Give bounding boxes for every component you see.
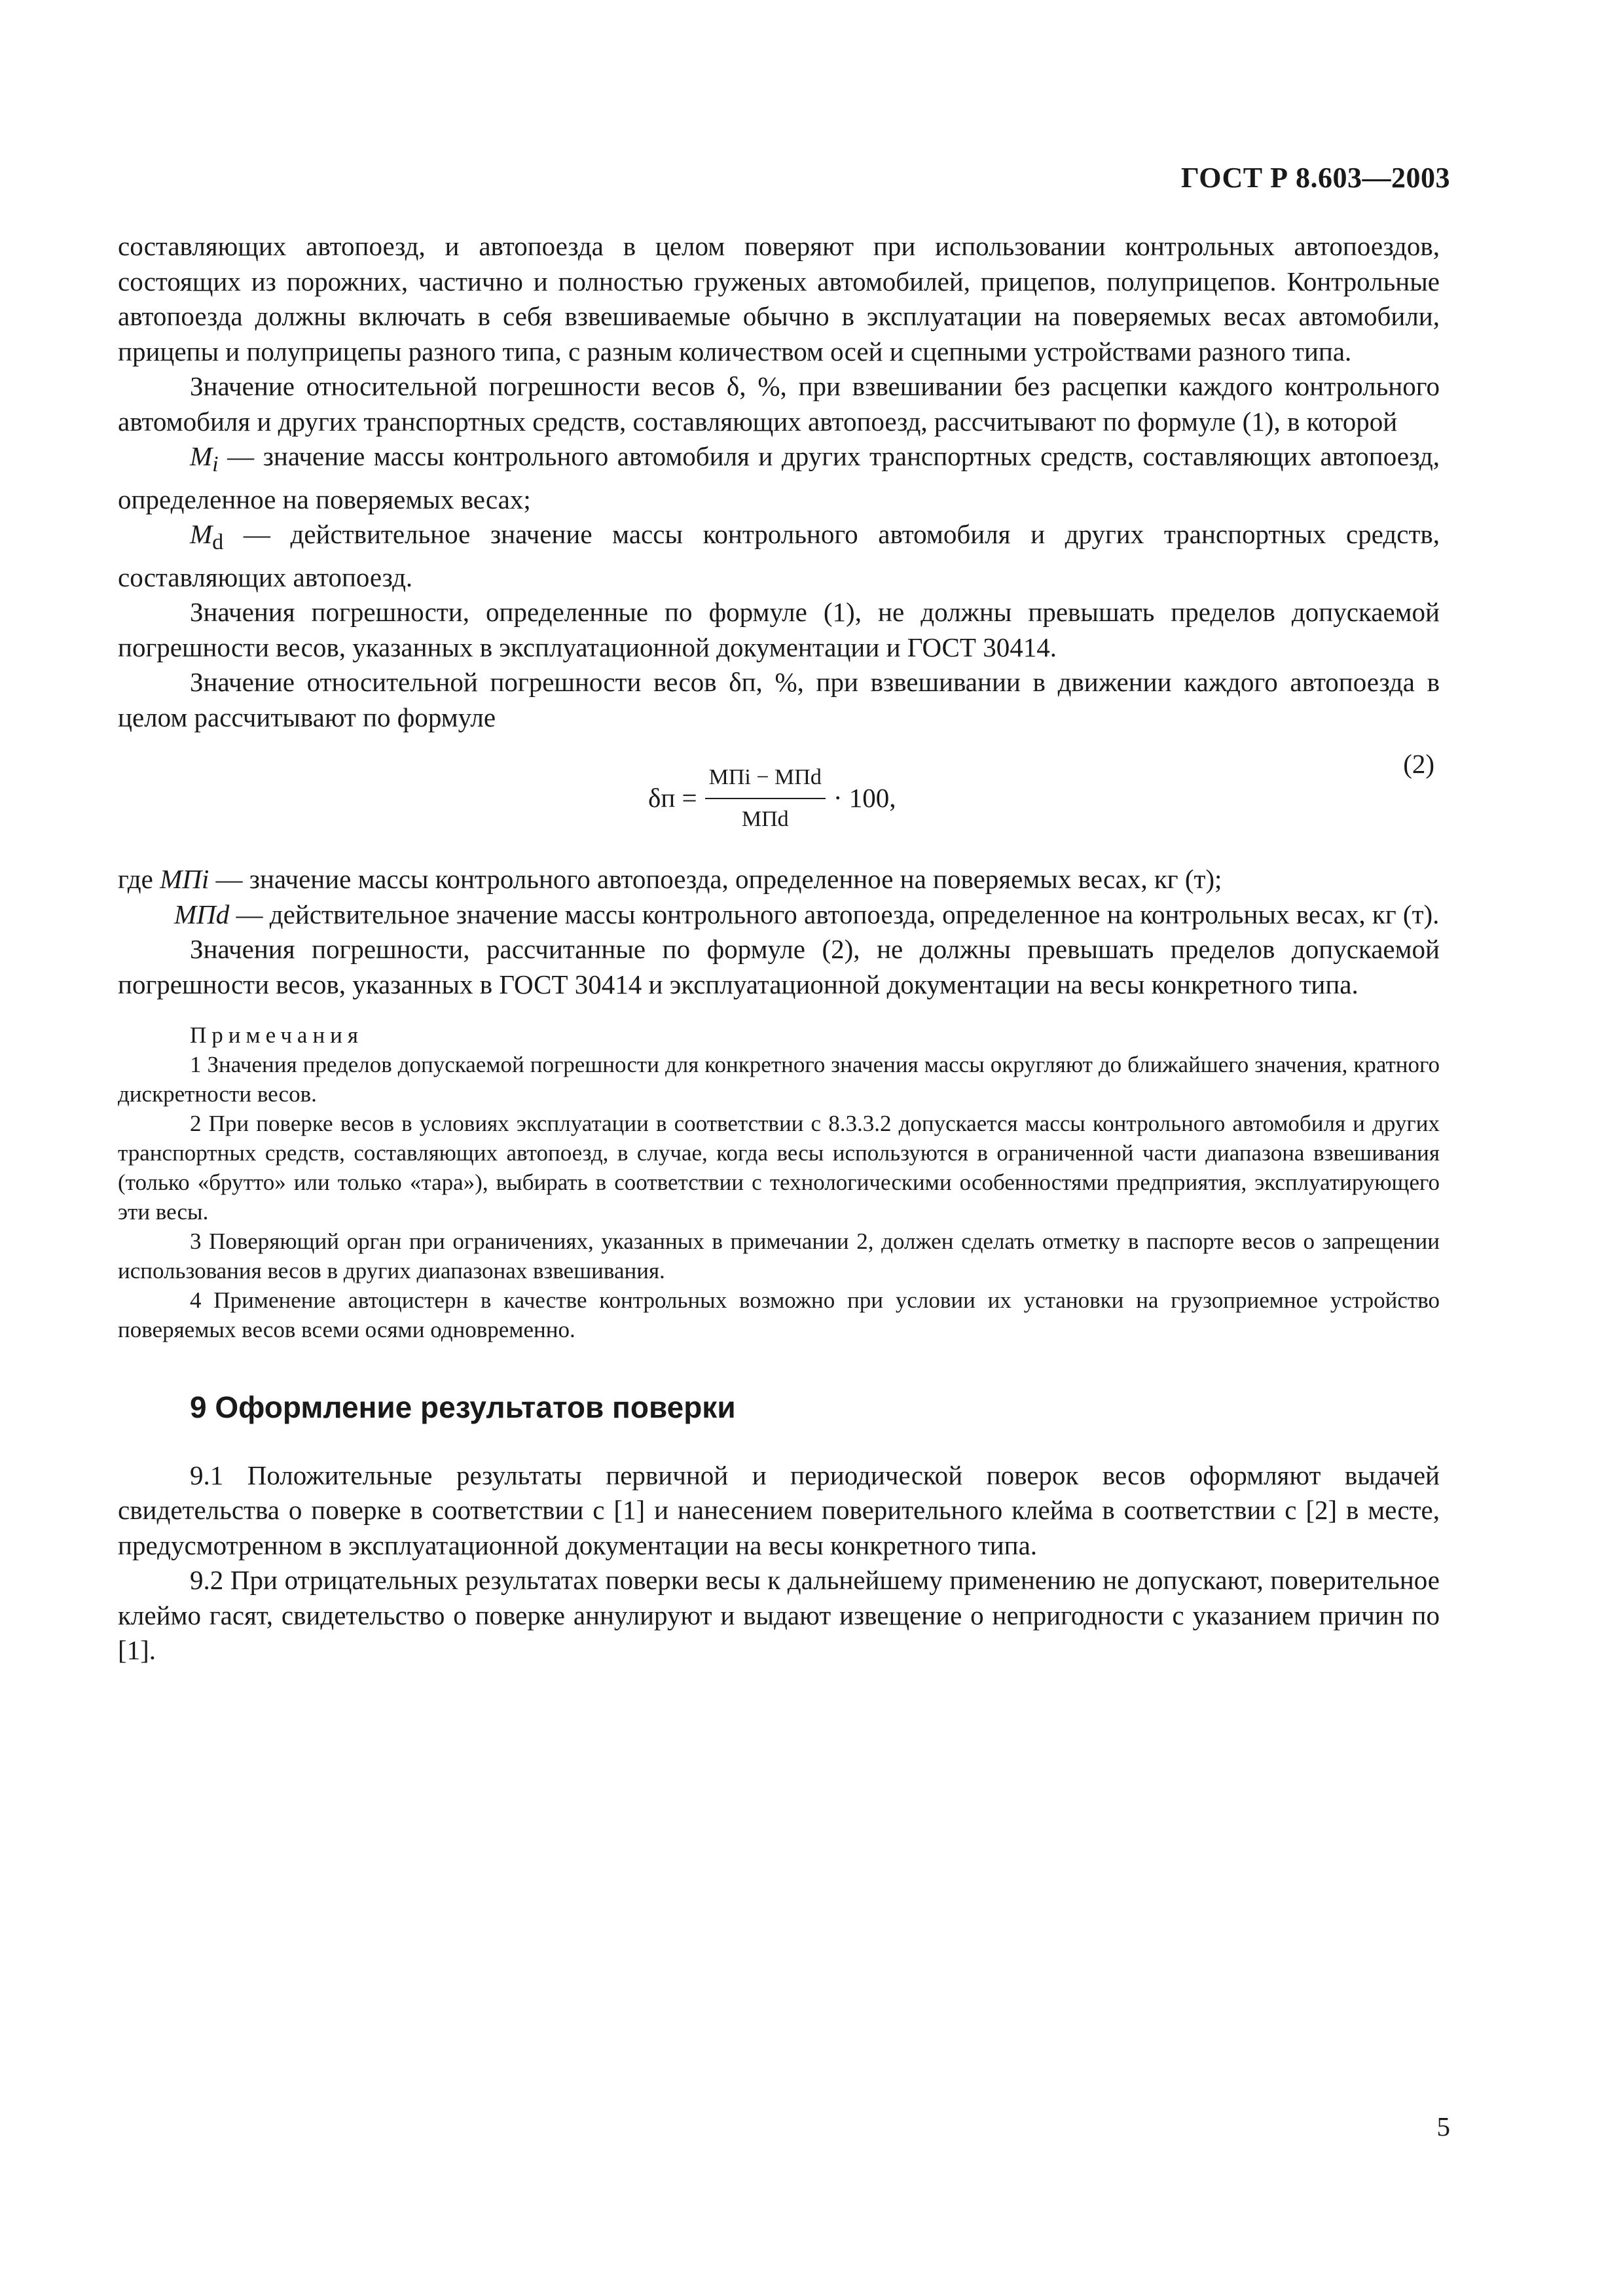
- definition-md: [118, 517, 1440, 595]
- document-body: [118, 229, 1440, 1668]
- page-number: 5: [1436, 2111, 1450, 2142]
- notes-block: [118, 1020, 1440, 1344]
- paragraph-9-2: 9.2 При отрицательных результатах поверки весы к дальнейшему применению не допускают, поверительное клеймо гасят, свидетельство о поверке аннулируют и выдают извещение о непригодности с указанием причин по [1].: [118, 1565, 1440, 1666]
- symbol-mi-sub: i: [212, 452, 219, 477]
- where-label: где: [118, 864, 160, 895]
- where-text-1: — значение массы контрольного автопоезда, определенное на поверяемых весах, кг (т);: [209, 864, 1222, 895]
- symbol-md: M: [190, 519, 213, 550]
- formula-lhs: δп =: [648, 783, 697, 814]
- note-3: 3 Поверяющий орган при ограничениях, указанных в примечании 2, должен сделать отметку в паспорте весов о запрещении использования весов в других диапазонах взвешивания.: [118, 1229, 1440, 1284]
- document-header: ГОСТ Р 8.603—2003: [1180, 162, 1450, 194]
- definition-md-text: — действительное значение массы контрольного автомобиля и других транспортных средств, составляющих автопоезд.: [118, 519, 1440, 592]
- section-9-title: 9 Оформление результатов поверки: [190, 1390, 736, 1425]
- paragraph-limits-2: Значения погрешности, рассчитанные по формуле (2), не должны превышать пределов допускаемой погрешности весов, указанных в ГОСТ 30414 и эксплуатационной документации на весы конкретного типа.: [118, 934, 1440, 999]
- formula-tail: · 100,: [833, 783, 896, 814]
- symbol-md-sub: d: [212, 530, 224, 555]
- definition-mi: [118, 439, 1440, 517]
- symbol-mi: M: [190, 441, 213, 471]
- note-2: 2 При поверке весов в условиях эксплуатации в соответствии с 8.3.3.2 допускается массы контрольного автомобиля и других транспортных средств, составляющих автопоезд, в случае, когда весы используются в ограниченной части диапазона взвешивания (только «брутто» или только «тара»), выбирать в соответствии с технологическими особенностями предприятия, эксплуатирующего эти весы.: [118, 1111, 1440, 1225]
- definition-mi-text: — значение массы контрольного автомобиля и других транспортных средств, составляющих автопоезд, определенное на поверяемых весах;: [118, 441, 1440, 514]
- notes-title: Примечания: [190, 1022, 364, 1049]
- where-symbol-1: MПi: [160, 864, 210, 895]
- paragraph-9-1: 9.1 Положительные результаты первичной и периодической поверок весов оформляют выдачей свидетельства о поверке в соответствии с [1] и нанесением поверительного клейма в соответствии с [2] в месте, предусмотренном в эксплуатационной документации на весы конкретного типа.: [118, 1460, 1440, 1560]
- where-item-2: [118, 897, 1440, 933]
- formula-denominator: MПd: [741, 806, 789, 831]
- paragraph-continuation: составляющих автопоезд, и автопоезда в целом поверяют при использовании контрольных автопоездов, состоящих из порожних, частично и полностью груженых автомобилей, прицепов, полуприцепов. Контрольные автопоезда должны включать в себя взвешиваемые обычно в эксплуатации на поверяемых весах автомобили, прицепы и полуприцепы разного типа, с разным количеством осей и сцепными устройствами разного типа.: [118, 231, 1440, 367]
- paragraph-limits-1: Значения погрешности, определенные по формуле (1), не должны превышать пределов допускаемой погрешности весов, указанных в эксплуатационной документации и ГОСТ 30414.: [118, 597, 1440, 662]
- formula-number: (2): [1403, 749, 1434, 780]
- paragraph-relative-error: Значение относительной погрешности весов δ, %, при взвешивании без расцепки каждого контрольного автомобиля и других транспортных средств, составляющих автопоезд, рассчитывают по формуле (1), в которой: [118, 371, 1440, 437]
- where-item-1: [118, 862, 1440, 897]
- note-1: 1 Значения пределов допускаемой погрешности для конкретного значения массы округляют до ближайшего значения, кратного дискретности весов.: [118, 1052, 1440, 1107]
- formula-numerator: MПi − MПd: [705, 760, 826, 799]
- where-text-2: — действительное значение массы контрольного автопоезда, определенное на контрольных весах, кг (т).: [229, 899, 1440, 929]
- where-symbol-2: MПd: [174, 899, 230, 929]
- formula-fraction: [705, 760, 826, 836]
- paragraph-motion-error: Значение относительной погрешности весов δп, %, при взвешивании в движении каждого автопоезда в целом рассчитывают по формуле: [118, 667, 1440, 732]
- formula-2: [118, 747, 1440, 845]
- note-4: 4 Применение автоцистерн в качестве контрольных возможно при условии их установки на грузоприемное устройство поверяемых весов всеми осями одновременно.: [118, 1287, 1440, 1343]
- formula-expression: [648, 760, 896, 836]
